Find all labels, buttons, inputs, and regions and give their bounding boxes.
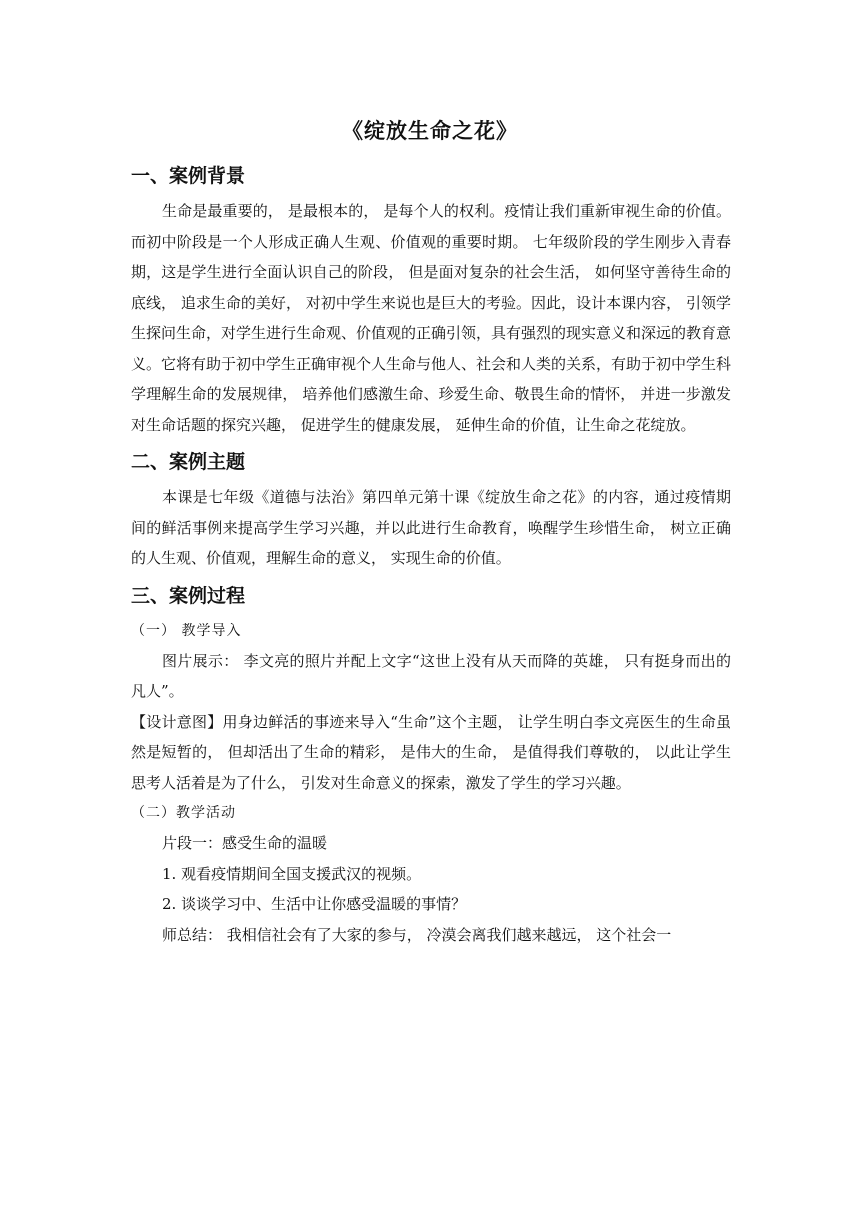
activity-item-2: 2. 谈谈学习中、生活中让你感受温暖的事情？ bbox=[162, 895, 467, 913]
background-paragraph: 生命是最重要的， 是最根本的， 是每个人的权利。疫情让我们重新审视生命的价值。而初中阶段是一个人形成正确人生观、价值观的重要时期。 七年级阶段的学生刚步入青春期，这是学生进行全面认识自己的阶段， 但是面对复杂的社会生活， 如何坚守善待生命的底线， 追求生命的美好， 对初中学生来说也是巨大的考验。因此，设计本课内容， 引领学生探问生命，对学生进行生命观、价值观的正确引领，具有强烈的现实意义和深远的教育意义。它将有助于初中学生正确审视个人生命与他人、社会和人类的关系，有助于初中学生科学理解生命的发展规律， 培养他们感激生命、珍爱生命、敬畏生命的情怀， 并进一步激发对生命话题的探究兴趣， 促进学生的健康发展， 延伸生命的价值，让生命之花绽放。 bbox=[131, 202, 732, 434]
document-title: 《绽放生命之花》 bbox=[342, 119, 518, 143]
activity-item-1: 1. 观看疫情期间全国支援武汉的视频。 bbox=[162, 864, 422, 883]
section-heading-background: 一、案例背景 bbox=[131, 165, 246, 187]
document-body bbox=[131, 158, 731, 950]
segment-one-title: 片段一：感受生命的温暖 bbox=[162, 834, 328, 852]
design-intent-paragraph: 【设计意图】用身边鲜活的事迹来导入“生命”这个主题， 让学生明白李文亮医生的生命虽然是短暂的， 但却活出了生命的精彩， 是伟大的生命， 是值得我们尊敬的， 以此让学生思考人活着是为了什么， 引发对生命意义的探索，激发了学生的学习兴趣。 bbox=[131, 712, 731, 792]
section-heading-theme: 二、案例主题 bbox=[131, 451, 246, 473]
theme-paragraph: 本课是七年级《道德与法治》第四单元第十课《绽放生命之花》的内容，通过疫情期间的鲜活事例来提高学生学习兴趣，并以此进行生命教育，唤醒学生珍惜生命， 树立正确的人生观、价值观，理解生命的意义， 实现生命的价值。 bbox=[131, 488, 731, 567]
teacher-summary-paragraph: 师总结： 我相信社会有了大家的参与， 冷漠会离我们越来越远， 这个社会一 bbox=[162, 925, 672, 944]
section-heading-process: 三、案例过程 bbox=[131, 584, 246, 607]
subsection-teaching-intro: （一） 教学导入 bbox=[131, 622, 242, 639]
subsection-teaching-activity: （二）教学活动 bbox=[131, 805, 236, 821]
picture-show-paragraph: 图片展示： 李文亮的照片并配上文字“这世上没有从天而降的英雄， 只有挺身而出的凡人”。 bbox=[131, 651, 731, 700]
